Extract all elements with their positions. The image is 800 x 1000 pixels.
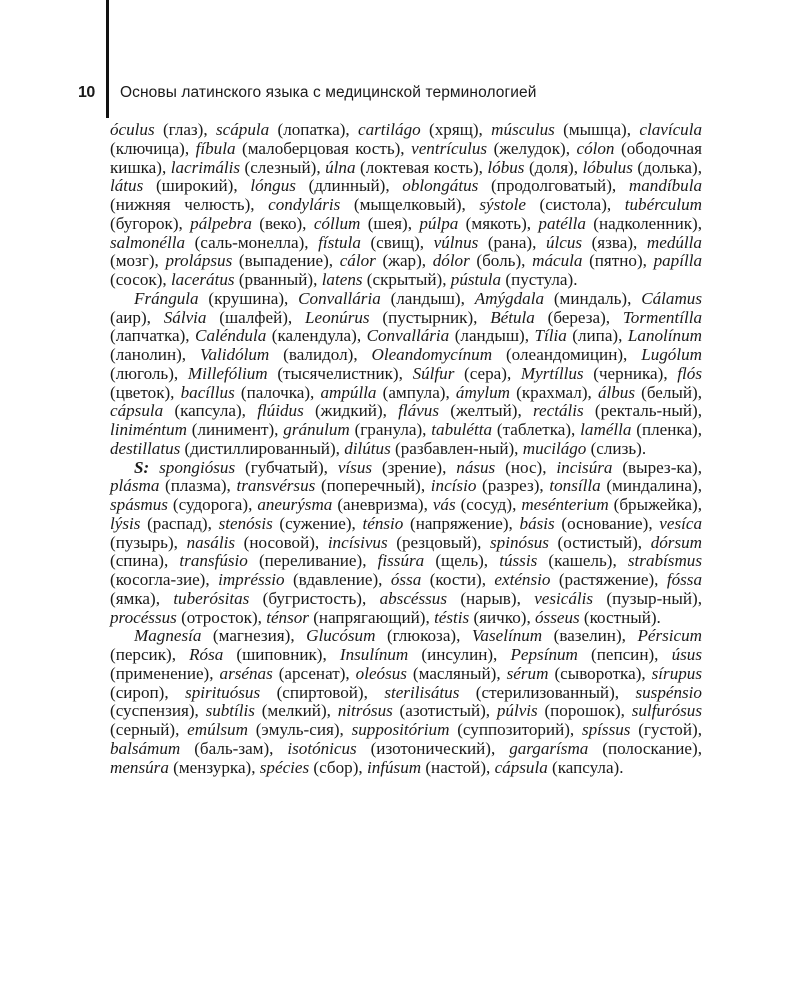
translation-text: (сироп),: [110, 682, 186, 702]
latin-term: papílla: [653, 251, 703, 271]
translation-text: (календула),: [266, 326, 367, 346]
latin-term: gargarísma: [509, 738, 589, 758]
latin-term: álbus: [597, 382, 635, 402]
latin-term: dórsum: [650, 532, 702, 552]
latin-term: destillatus: [110, 438, 181, 458]
translation-text: (долька),: [632, 157, 702, 177]
latin-term: tuberósitas: [173, 588, 250, 608]
translation-text: (малоберцовая кость),: [235, 138, 412, 158]
translation-text: (поперечный),: [315, 476, 431, 496]
translation-text: (сужение),: [272, 513, 363, 533]
latin-term: flúidus: [257, 401, 304, 421]
latin-term: plásma: [110, 476, 160, 496]
latin-term: fóssa: [666, 570, 702, 589]
latin-term: sérum: [506, 663, 549, 683]
latin-term: rectális: [533, 401, 584, 421]
latin-term: sýstole: [479, 195, 526, 214]
translation-text: (рана),: [478, 232, 546, 252]
latin-term: salmonélla: [110, 232, 186, 252]
latin-term: aneurýsma: [257, 495, 333, 514]
latin-term: clavícula: [639, 120, 703, 139]
translation-text: (цветок),: [110, 382, 181, 402]
latin-term: liniméntum: [110, 420, 187, 439]
translation-text: (доля),: [524, 157, 583, 177]
translation-text: (кашель),: [537, 551, 628, 571]
latin-term: spirituósus: [185, 682, 261, 702]
latin-term: arsénas: [219, 663, 273, 683]
translation-text: (скрытый),: [362, 270, 451, 289]
translation-text: (длинный),: [295, 176, 403, 196]
translation-text: (спина),: [110, 551, 180, 571]
translation-text: (растяжение),: [550, 570, 667, 589]
latin-term: fístula: [318, 232, 361, 252]
translation-text: (надколенник),: [585, 213, 702, 233]
translation-text: (лапчатка),: [110, 326, 196, 346]
translation-text: (черника),: [583, 363, 678, 383]
translation-text: (кости),: [421, 570, 495, 589]
translation-text: (пятно),: [582, 251, 654, 271]
latin-term: Caléndula: [195, 326, 267, 346]
latin-term: tússis: [499, 551, 538, 571]
latin-term: púlpa: [419, 213, 459, 233]
latin-term: téstis: [434, 607, 470, 627]
translation-text: (брыжейка),: [608, 495, 702, 514]
latin-term: scápula: [216, 120, 270, 139]
latin-term: ósseus: [535, 607, 580, 627]
latin-term: mensúra: [110, 757, 169, 777]
translation-text: (мозг),: [110, 251, 166, 271]
translation-text: (локтевая кость),: [355, 157, 488, 177]
latin-term: lóbus: [487, 157, 525, 177]
translation-text: (вырез-ка),: [612, 457, 702, 477]
translation-text: (продолговатый),: [478, 176, 629, 196]
translation-text: (сосуд),: [455, 495, 522, 514]
translation-text: (язва),: [582, 232, 647, 252]
latin-term: pústula: [450, 270, 502, 289]
latin-term: cólon: [576, 138, 615, 158]
translation-text: (яичко),: [469, 607, 535, 627]
latin-term: ténsor: [266, 607, 309, 627]
latin-term: transvérsus: [236, 476, 316, 496]
latin-term: nitrósus: [337, 701, 393, 721]
translation-text: (глаз),: [154, 120, 216, 139]
translation-text: (стерилизованный),: [459, 682, 636, 702]
latin-term: spinósus: [490, 532, 549, 552]
latin-term: Insulínum: [339, 645, 409, 664]
translation-text: (нос),: [495, 457, 557, 477]
translation-text: (таблетка),: [492, 420, 581, 439]
latin-term: vesicális: [534, 588, 594, 608]
latin-term: nasális: [186, 532, 236, 552]
latin-term: medúlla: [646, 232, 702, 252]
translation-text: (ланолин),: [110, 345, 200, 364]
latin-term: ámylum: [455, 382, 511, 402]
latin-term: Glucósum: [306, 626, 376, 646]
translation-text: (липа),: [566, 326, 628, 346]
translation-text: (масляный),: [406, 663, 507, 683]
translation-text: (судорога),: [167, 495, 258, 514]
latin-term: Rósa: [189, 645, 224, 664]
translation-text: (береза),: [534, 307, 623, 327]
latin-term: stenósis: [218, 513, 273, 533]
latin-term: lamélla: [580, 420, 632, 439]
latin-term: vúlnus: [433, 232, 479, 252]
translation-text: (выпадение),: [232, 251, 340, 271]
translation-text: (мыщелковый),: [340, 195, 480, 214]
latin-term: exténsio: [494, 570, 551, 589]
page-number: 10: [78, 84, 95, 101]
latin-term: spásmus: [110, 495, 168, 514]
latin-term: ampúlla: [320, 382, 377, 402]
latin-term: lacrimális: [170, 157, 241, 177]
translation-text: (плазма),: [159, 476, 237, 496]
latin-term: transfúsio: [179, 551, 248, 571]
translation-text: (хрящ),: [420, 120, 492, 139]
translation-text: (косогла-зие),: [110, 570, 219, 589]
latin-term: lóbulus: [582, 157, 633, 177]
latin-term: Tormentílla: [622, 307, 703, 327]
translation-text: (сосок),: [110, 270, 171, 289]
translation-text: (белый),: [634, 382, 703, 402]
latin-term: cartilágo: [358, 120, 421, 139]
latin-term: Bétula: [490, 307, 535, 327]
paragraph: [110, 459, 702, 628]
latin-term: úlna: [325, 157, 356, 177]
latin-term: cápsula: [494, 757, 548, 777]
latin-term: oblongátus: [402, 176, 479, 196]
translation-text: (губчатый),: [235, 457, 338, 477]
translation-text: (напрягающий),: [308, 607, 435, 627]
latin-term: Tília: [534, 326, 567, 346]
translation-text: (слизь).: [586, 438, 647, 458]
latin-term: Sálvia: [163, 307, 207, 327]
latin-term: impréssio: [218, 570, 285, 589]
translation-text: (пустула).: [501, 270, 578, 289]
translation-text: (шиповник),: [223, 645, 340, 664]
latin-term: mácula: [532, 251, 583, 271]
translation-text: (эмуль-сия),: [247, 720, 352, 739]
translation-text: (серный),: [110, 720, 188, 739]
translation-text: (мелкий),: [254, 701, 338, 721]
latin-term: suppositórium: [351, 720, 450, 739]
translation-text: (основание),: [554, 513, 660, 533]
latin-term: incísio: [430, 476, 477, 496]
translation-text: (изотонический),: [356, 738, 510, 758]
paragraph-lead: S:: [134, 457, 150, 477]
translation-text: (персик),: [110, 645, 190, 664]
latin-term: suspénsio: [635, 682, 702, 702]
translation-text: (отросток),: [176, 607, 267, 627]
latin-term: pálpebra: [190, 213, 252, 233]
latin-term: fíbula: [195, 138, 236, 158]
translation-text: (гранула),: [349, 420, 432, 439]
latin-term: músculus: [491, 120, 555, 139]
latin-term: vás: [432, 495, 456, 514]
translation-text: (применение),: [110, 663, 220, 683]
latin-term: flós: [677, 363, 702, 383]
translation-text: (полоскание),: [588, 738, 702, 758]
latin-term: Frángula: [134, 288, 199, 308]
latin-term: fissúra: [377, 551, 425, 571]
translation-text: (миндалина),: [600, 476, 702, 496]
translation-text: (лопатка),: [269, 120, 359, 139]
latin-term: Convallária: [366, 326, 450, 346]
translation-text: (ландыш),: [380, 288, 475, 308]
translation-text: (ключица),: [110, 138, 196, 158]
latin-term: spécies: [259, 757, 310, 777]
latin-term: subtílis: [205, 701, 255, 721]
translation-text: (веко),: [251, 213, 314, 233]
translation-text: (шея),: [360, 213, 420, 233]
translation-text: (напряжение),: [403, 513, 520, 533]
latin-term: condyláris: [268, 195, 341, 214]
translation-text: (аневризма),: [332, 495, 433, 514]
latin-term: tonsílla: [549, 476, 601, 496]
latin-term: ventrículus: [411, 138, 488, 158]
translation-text: (настой),: [421, 757, 495, 777]
translation-text: (ямка),: [110, 588, 174, 608]
translation-text: (пузырь),: [110, 532, 187, 552]
latin-term: sírupus: [651, 663, 703, 683]
latin-term: Lanolínum: [627, 326, 702, 346]
translation-text: (сыворотка),: [548, 663, 652, 683]
latin-term: Cálamus: [641, 288, 702, 308]
latin-term: incisúra: [556, 457, 613, 477]
translation-text: (желтый),: [439, 401, 533, 421]
latin-term: spíssus: [581, 720, 631, 739]
latin-term: latens: [321, 270, 363, 289]
latin-term: násus: [456, 457, 496, 477]
latin-term: púlvis: [496, 701, 538, 721]
latin-term: procéssus: [110, 607, 177, 627]
translation-text: (суспензия),: [110, 701, 206, 721]
latin-term: Súlfur: [412, 363, 455, 383]
latin-term: balsámum: [110, 738, 181, 758]
latin-term: Validólum: [199, 345, 270, 364]
body-text: [110, 121, 702, 777]
latin-term: lacerátus: [170, 270, 235, 289]
latin-term: cóllum: [313, 213, 361, 233]
latin-term: gránulum: [283, 420, 350, 439]
translation-text: (пустырник),: [369, 307, 491, 327]
latin-term: tabulétta: [431, 420, 493, 439]
translation-text: (разрез),: [476, 476, 550, 496]
translation-text: (дистиллированный),: [180, 438, 345, 458]
translation-text: (густой),: [630, 720, 702, 739]
latin-term: dólor: [432, 251, 470, 271]
latin-term: Vaselínum: [471, 626, 543, 646]
translation-text: (тысячелистник),: [267, 363, 413, 383]
latin-term: Myrtíllus: [520, 363, 584, 383]
latin-term: sterilisátus: [384, 682, 460, 702]
translation-text: (нарыв),: [447, 588, 535, 608]
latin-term: óssa: [390, 570, 422, 589]
translation-text: (крахмал),: [510, 382, 598, 402]
translation-text: (глюкоза),: [375, 626, 472, 646]
translation-text: (ректаль-ный),: [583, 401, 702, 421]
translation-text: (инсулин),: [408, 645, 511, 664]
translation-text: (бугристость),: [249, 588, 380, 608]
translation-text: (щель),: [424, 551, 500, 571]
translation-text: (переливание),: [247, 551, 378, 571]
translation-text: (люголь),: [110, 363, 188, 383]
latin-term: Pepsínum: [510, 645, 578, 664]
paragraph: [110, 121, 702, 290]
translation-text: (крушина),: [198, 288, 299, 308]
translation-text: (арсенат),: [272, 663, 356, 683]
translation-text: (зрение),: [372, 457, 457, 477]
translation-text: (разбавлен-ный),: [390, 438, 523, 458]
latin-term: isotónicus: [287, 738, 357, 758]
latin-term: lóngus: [250, 176, 296, 196]
translation-text: (боль),: [469, 251, 533, 271]
latin-term: Convallária: [298, 288, 381, 308]
translation-text: (олеандомицин),: [492, 345, 642, 364]
translation-text: (носовой),: [235, 532, 328, 552]
translation-text: (вазелин),: [542, 626, 638, 646]
paragraph: [110, 627, 702, 777]
latin-term: emúlsum: [187, 720, 248, 739]
translation-text: (миндаль),: [544, 288, 642, 308]
margin-rule: [106, 0, 109, 118]
translation-text: (суппозиторий),: [449, 720, 582, 739]
translation-text: (аир),: [110, 307, 164, 327]
latin-term: incísivus: [327, 532, 388, 552]
latin-term: látus: [110, 176, 144, 196]
latin-term: strabísmus: [627, 551, 702, 571]
translation-text: (пленка),: [631, 420, 702, 439]
translation-text: (ампула),: [376, 382, 456, 402]
translation-text: (линимент),: [186, 420, 284, 439]
translation-text: (жар),: [375, 251, 433, 271]
translation-text: (рванный),: [234, 270, 322, 289]
latin-term: dilútus: [344, 438, 391, 458]
latin-term: Millefólium: [187, 363, 268, 383]
translation-text: (баль-зам),: [180, 738, 288, 758]
translation-text: (широкий),: [143, 176, 251, 196]
translation-text: (желудок),: [487, 138, 577, 158]
translation-text: (порошок),: [537, 701, 632, 721]
latin-term: mandíbula: [628, 176, 702, 196]
running-title: Основы латинского языка с медицинской терминологией: [120, 84, 537, 101]
translation-text: (саль-монелла),: [185, 232, 319, 252]
translation-text: (костный).: [579, 607, 661, 627]
translation-text: (распад),: [140, 513, 219, 533]
latin-term: bacíllus: [180, 382, 235, 402]
latin-term: spongiósus: [159, 457, 236, 477]
translation-text: (азотистый),: [392, 701, 497, 721]
latin-term: cálor: [339, 251, 376, 271]
latin-term: Lugólum: [641, 345, 702, 364]
latin-term: patélla: [538, 213, 586, 233]
latin-term: ténsio: [362, 513, 404, 533]
translation-text: (сера),: [454, 363, 521, 383]
latin-term: mesénterium: [521, 495, 609, 514]
latin-term: tubérculum: [624, 195, 702, 214]
translation-text: (пепсин),: [577, 645, 672, 664]
translation-text: (шалфей),: [206, 307, 305, 327]
translation-text: (резцовый),: [387, 532, 491, 552]
latin-term: óculus: [110, 120, 155, 139]
latin-term: lýsis: [110, 513, 141, 533]
latin-term: sulfurósus: [631, 701, 702, 721]
translation-text: (спиртовой),: [260, 682, 385, 702]
latin-term: vísus: [337, 457, 373, 477]
translation-text: (капсула),: [163, 401, 258, 421]
translation-text: (жидкий),: [303, 401, 399, 421]
translation-text: (магнезия),: [201, 626, 307, 646]
latin-term: básis: [519, 513, 555, 533]
translation-text: (пузыр-ный),: [593, 588, 703, 608]
translation-text: (нижняя челюсть),: [110, 195, 269, 214]
latin-term: Amýgdala: [474, 288, 544, 308]
latin-term: Leonúrus: [304, 307, 370, 327]
translation-text: (сбор),: [309, 757, 367, 777]
translation-text: (ободочная кишка),: [110, 138, 702, 177]
translation-text: (остистый),: [548, 532, 651, 552]
latin-term: úsus: [671, 645, 702, 664]
latin-term: prolápsus: [165, 251, 233, 271]
latin-term: flávus: [398, 401, 440, 421]
translation-text: (слезный),: [240, 157, 326, 177]
latin-term: mucilágo: [522, 438, 587, 458]
translation-text: (палочка),: [234, 382, 321, 402]
latin-term: infúsum: [366, 757, 422, 777]
translation-text: (систола),: [525, 195, 625, 214]
latin-term: úlcus: [545, 232, 583, 252]
translation-text: (капсула).: [547, 757, 624, 777]
latin-term: Magnesía: [134, 626, 202, 646]
translation-text: [149, 458, 159, 477]
latin-term: vesíca: [659, 513, 703, 533]
latin-term: Pérsicum: [637, 626, 702, 646]
translation-text: (бугорок),: [110, 213, 191, 233]
latin-term: abscéssus: [379, 588, 448, 608]
translation-text: (мензурка),: [168, 757, 260, 777]
latin-term: cápsula: [110, 401, 164, 421]
translation-text: (свищ),: [360, 232, 434, 252]
translation-text: (мякоть),: [458, 213, 539, 233]
paragraph: [110, 290, 702, 459]
translation-text: (вдавление),: [284, 570, 391, 589]
latin-term: oleósus: [355, 663, 407, 683]
translation-text: (ландыш),: [449, 326, 535, 346]
latin-term: Oleandomycínum: [371, 345, 493, 364]
translation-text: (валидол),: [269, 345, 372, 364]
translation-text: (мышца),: [554, 120, 640, 139]
